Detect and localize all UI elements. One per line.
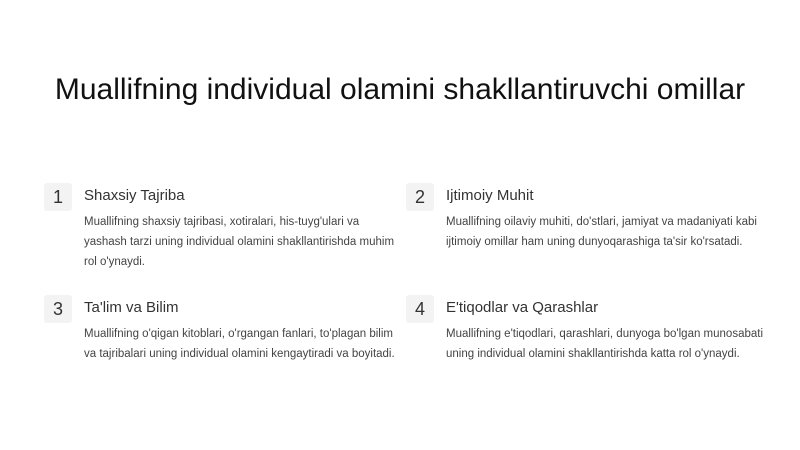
card-number: 2 [406, 183, 434, 211]
card-heading: Shaxsiy Tajriba [84, 187, 185, 204]
card-description: Muallifning oilaviy muhiti, do'stlari, jamiyat va madaniyati kabi ijtimoiy omillar ham uning dunyoqarashiga ta'sir ko'rsatadi. [446, 216, 757, 248]
card-heading: E'tiqodlar va Qarashlar [446, 299, 599, 316]
card-number: 3 [44, 295, 72, 323]
card-description: Muallifning shaxsiy tajribasi, xotiralari, his-tuyg'ulari va yashash tarzi uning individual olamini shakllantirishda muhim rol o'ynaydi. [84, 216, 395, 268]
card-description: Muallifning e'tiqodlari, qarashlari, dunyoga bo'lgan munosabati uning individual olamini shakllantirishda katta rol o'ynaydi. [446, 328, 764, 360]
card-description: Muallifning o'qigan kitoblari, o'rgangan fanlari, to'plagan bilim va tajribalari uning individual olamini kengaytiradi va boyitadi. [84, 328, 395, 360]
slide-title: Muallifning individual olamini shakllantiruvchi omillar [54, 73, 746, 106]
card-heading: Ijtimoiy Muhit [446, 187, 534, 204]
card-number: 1 [44, 183, 72, 211]
card-number: 4 [406, 295, 434, 323]
card-heading: Ta'lim va Bilim [84, 299, 179, 316]
